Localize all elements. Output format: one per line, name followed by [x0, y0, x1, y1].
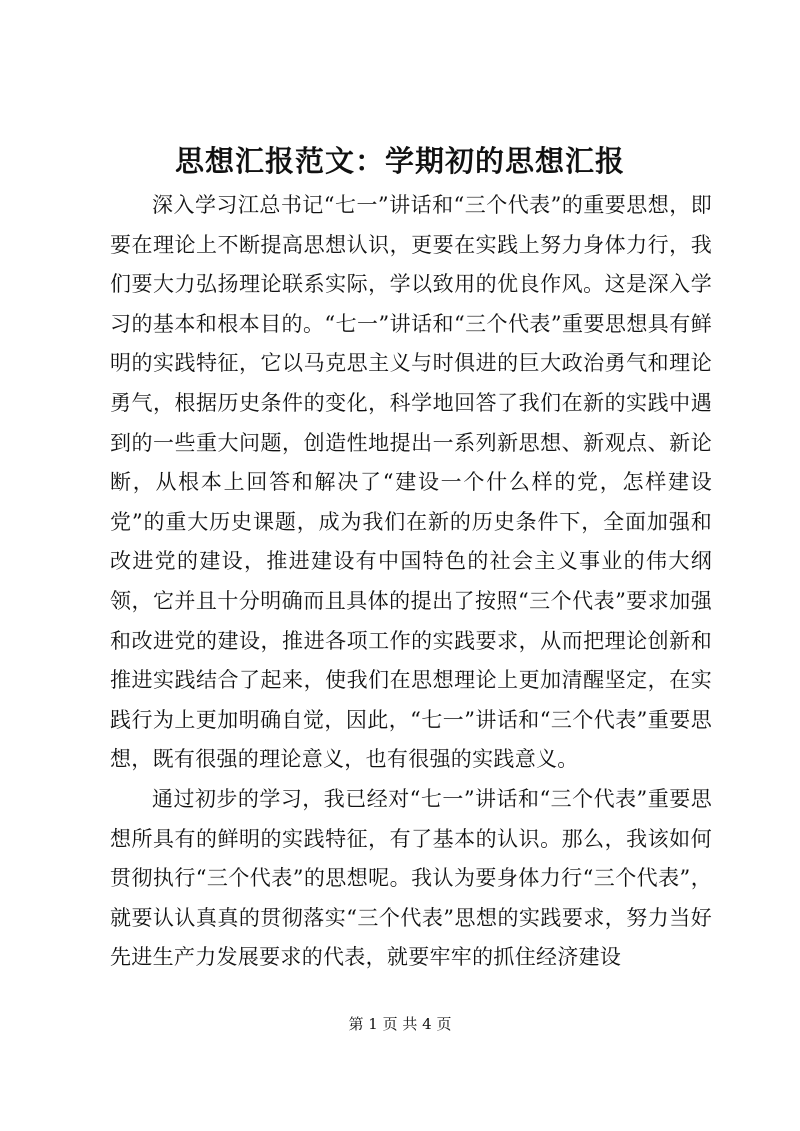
page-number: 第 1 页 共 4 页 [348, 1015, 452, 1033]
document-body [110, 186, 712, 978]
body-paragraph: 深入学习江总书记“七一”讲话和“三个代表”的重要思想，即要在理论上不断提高思想认识，更要在实践上努力身体力行，我们要大力弘扬理论联系实际，学以致用的优良作风。这是深入学习的基本和根本目的。“七一”讲话和“三个代表”重要思想具有鲜明的实践特征，它以马克思主义与时俱进的巨大政治勇气和理论勇气，根据历史条件的变化，科学地回答了我们在新的实践中遇到的一些重大问题，创造性地提出一系列新思想、新观点、新论断，从根本上回答和解决了“建设一个什么样的党，怎样建设党”的重大历史课题，成为我们在新的历史条件下，全面加强和改进党的建设，推进建设有中国特色的社会主义事业的伟大纲领，它并且十分明确而且具体的提出了按照“三个代表”要求加强和改进党的建设，推进各项工作的实践要求，从而把理论创新和推进实践结合了起来，使我们在思想理论上更加清醒坚定，在实践行为上更加明确自觉，因此，“七一”讲话和“三个代表”重要思想，既有很强的理论意义，也有很强的实践意义。 [110, 193, 712, 772]
body-paragraph: 通过初步的学习，我已经对“七一”讲话和“三个代表”重要思想所具有的鲜明的实践特征，有了基本的认识。那么，我该如何贯彻执行“三个代表”的思想呢。我认为要身体力行“三个代表”，就要认认真真的贯彻落实“三个代表”思想的实践要求，努力当好先进生产力发展要求的代表，就要牢牢的抓住经济建设 [110, 786, 712, 970]
document-title: 思想汇报范文：学期初的思想汇报 [174, 144, 625, 178]
